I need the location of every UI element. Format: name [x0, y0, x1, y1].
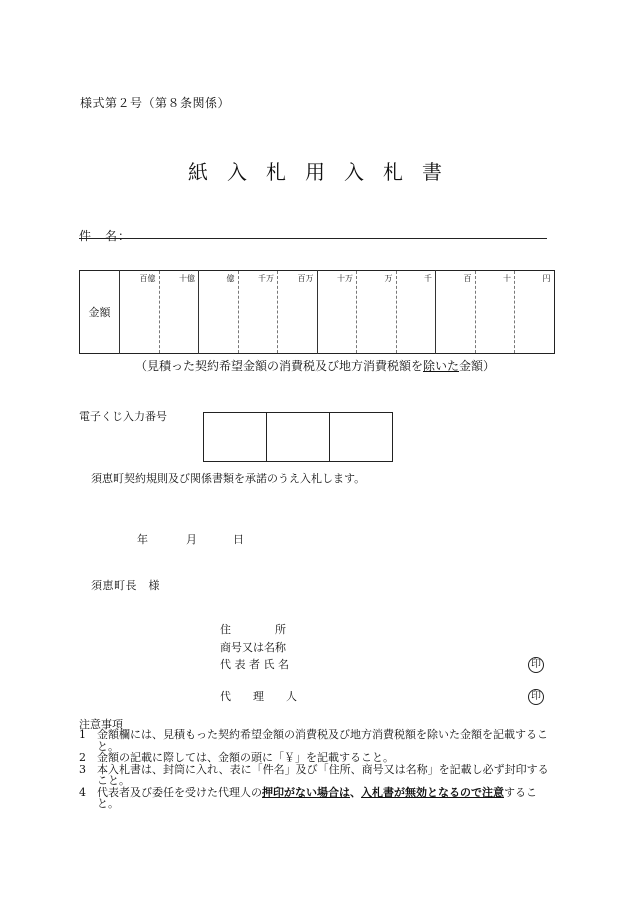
unit-label: 百	[463, 274, 472, 283]
agent-label: 代 理 人	[220, 690, 297, 703]
notes-title: 注意事項	[79, 718, 123, 731]
seal-mark: 印	[528, 657, 544, 673]
date-year: 年	[137, 533, 148, 546]
agreement-statement: 須恵町契約規則及び関係書類を承諾のうえ入札します。	[91, 472, 366, 485]
subject-label: 件 名：	[79, 229, 132, 243]
note-item	[79, 787, 557, 810]
amount-table	[79, 270, 555, 354]
digit-cell-hundred-thousand[interactable]	[317, 271, 357, 354]
representative-label: 代 表 者 氏 名	[220, 658, 289, 671]
unit-label: 十億	[179, 274, 195, 283]
digit-cell-ten-million[interactable]	[238, 271, 278, 354]
note-text	[97, 787, 557, 810]
amount-note-before: （見積った契約希望金額の消費税及び地方消費税額を	[134, 359, 423, 373]
notes-list	[79, 729, 557, 810]
unit-label: 千	[424, 274, 432, 283]
note-text-part: 代表者及び委任を受けた代理人の	[97, 785, 262, 799]
note-item	[79, 752, 557, 764]
date-month: 月	[186, 533, 197, 546]
unit-label: 億	[226, 274, 235, 283]
note-text: 金額の記載に際しては、金額の頭に「￥」を記載すること。	[97, 751, 394, 764]
form-number: 様式第２号（第８条関係）	[80, 96, 231, 110]
amount-note-emphasis: 除いた	[422, 359, 459, 373]
amount-note	[0, 357, 630, 374]
digit-cell-hundred-billion[interactable]	[120, 271, 160, 354]
note-emphasis: 押印がない場合は	[262, 785, 350, 799]
note-text-part: 、	[350, 785, 361, 799]
note-text: 本入札書は、封筒に入れ、表に「件名」及び「住所、商号又は名称」を記載し必ず封印すること。	[97, 762, 549, 787]
digit-cell-ten-billion[interactable]	[159, 271, 199, 354]
seal-mark: 印	[528, 689, 544, 705]
unit-label: 百億	[139, 274, 156, 283]
note-number: 4	[79, 785, 86, 799]
digit-cell-yen[interactable]	[515, 271, 555, 354]
company-name-label: 商号又は名称	[220, 641, 286, 654]
note-item	[79, 729, 557, 752]
unit-label: 十万	[337, 274, 353, 283]
lottery-number-box[interactable]	[329, 413, 392, 461]
unit-label: 十	[503, 274, 511, 283]
digit-cell-hundred-million[interactable]	[199, 271, 239, 354]
note-text: 金額欄には、見積もった契約希望金額の消費税及び地方消費税額を除いた金額を記載すること。	[97, 728, 548, 753]
note-emphasis: 入札書が無効となるので注意	[361, 785, 504, 799]
lottery-number-boxes	[203, 412, 393, 462]
digit-cell-ten[interactable]	[475, 271, 515, 354]
lottery-number-label: 電子くじ入力番号	[79, 410, 167, 423]
note-number: 1	[79, 728, 86, 741]
unit-label: 万	[384, 274, 393, 283]
lottery-number-box[interactable]	[266, 413, 329, 461]
page-title: 紙入札用入札書	[188, 160, 461, 184]
subject-underline	[79, 238, 547, 239]
unit-label: 円	[542, 274, 551, 283]
lottery-number-box[interactable]	[204, 413, 266, 461]
unit-label: 百万	[297, 274, 314, 283]
date-day: 日	[233, 533, 244, 546]
digit-cell-million[interactable]	[278, 271, 318, 354]
note-text-part: すること。	[97, 785, 537, 810]
amount-label: 金額	[88, 306, 111, 319]
amount-note-after: 金額）	[459, 359, 496, 373]
addressee: 須恵町長 様	[91, 579, 160, 592]
digit-cell-hundred[interactable]	[436, 271, 476, 354]
note-number: 2	[79, 751, 86, 764]
digit-cell-ten-thousand[interactable]	[357, 271, 397, 354]
unit-label: 千万	[258, 274, 274, 283]
note-item	[79, 764, 557, 787]
address-label: 住 所	[220, 623, 286, 636]
digit-cell-thousand[interactable]	[396, 271, 436, 354]
note-number: 3	[79, 762, 86, 776]
